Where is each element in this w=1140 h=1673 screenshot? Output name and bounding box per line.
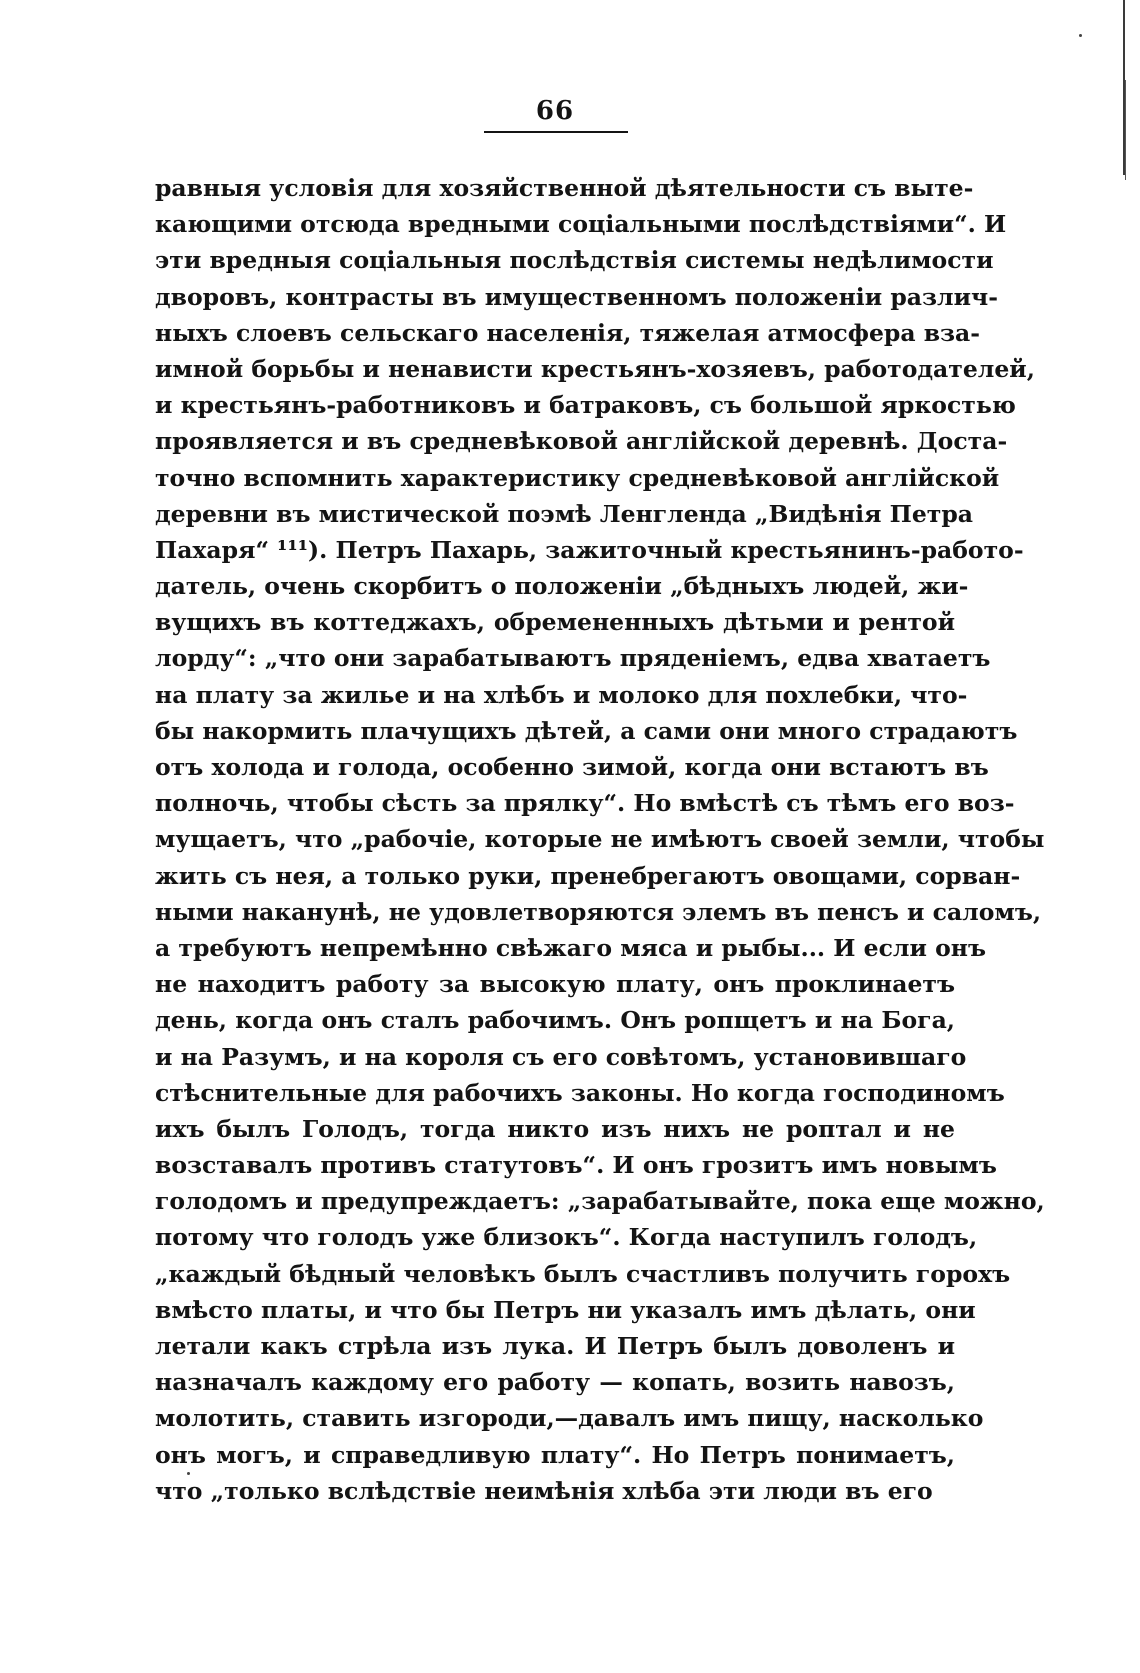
text-line: равныя условія для хозяйственной дѣятельности съ выте-	[155, 174, 974, 202]
page-edge-rule-secondary	[1125, 80, 1126, 180]
text-line: полночь, чтобы сѣсть за прялку“. Но вмѣстѣ съ тѣмъ его воз-	[155, 789, 1015, 818]
text-line: проявляется и въ средневѣковой англійской деревнѣ. Доста-	[155, 427, 1008, 456]
text-line: назначалъ каждому его работу — копать, возить навозъ,	[155, 1368, 955, 1397]
text-line: стѣснительные для рабочихъ законы. Но когда господиномъ	[155, 1078, 1005, 1107]
text-line: ихъ былъ Голодъ, тогда никто изъ нихъ не роптал и не	[155, 1114, 955, 1143]
text-line: летали какъ стрѣла изъ лука. И Петръ былъ доволенъ и	[155, 1332, 955, 1360]
text-line: голодомъ и предупреждаетъ: „зарабатывайте, пока еще можно,	[155, 1187, 1045, 1216]
text-line: мущаетъ, что „рабочіе, которые не имѣютъ своей земли, чтобы	[155, 825, 1045, 854]
text-line: возставалъ противъ статутовъ“. И онъ грозитъ имъ новымъ	[155, 1151, 997, 1180]
text-line: точно вспомнить характеристику средневѣковой англійской	[155, 463, 1000, 492]
text-line: день, когда онъ сталъ рабочимъ. Онъ ропщетъ и на Бога,	[155, 1006, 955, 1035]
text-line: кающими отсюда вредными соціальными послѣдствіями“. И	[155, 210, 1007, 239]
text-line: не находитъ работу за высокую плату, онъ проклинаетъ	[155, 970, 955, 999]
page-number-rule	[484, 131, 628, 133]
text-line: жить съ нея, а только руки, пренебрегаютъ овощами, сорван-	[155, 861, 1021, 890]
text-line: а требуютъ непремѣнно свѣжаго мяса и рыбы... И если онъ	[155, 933, 987, 962]
text-line: деревни въ мистической поэмѣ Ленгленда „Видѣнія Петра	[155, 499, 973, 528]
ink-speck	[1079, 34, 1082, 37]
text-line: дворовъ, контрасты въ имущественномъ положеніи различ-	[155, 282, 998, 311]
text-line: что „только вслѣдствіе неимѣнія хлѣба эти люди въ его	[155, 1476, 933, 1505]
page-number: 66	[535, 96, 575, 126]
text-line: имной борьбы и ненависти крестьянъ-хозяевъ, работодателей,	[155, 354, 1035, 383]
text-line: эти вредныя соціальныя послѣдствія системы недѣлимости	[155, 246, 994, 275]
text-line: ныхъ слоевъ сельскаго населенія, тяжелая атмосфера вза-	[155, 318, 981, 347]
text-line: лорду“: „что они зарабатываютъ пряденіемъ, едва хватаетъ	[155, 644, 991, 673]
text-line: и на Разумъ, и на короля съ его совѣтомъ, установившаго	[155, 1042, 967, 1071]
text-line: на плату за жилье и на хлѣбъ и молоко для похлебки, что-	[155, 680, 968, 709]
text-line: онъ могъ, и справедливую плату“. Но Петръ понимаетъ,	[155, 1440, 955, 1469]
text-line: Пахаря“ ¹¹¹). Петръ Пахарь, зажиточный крестьянинъ-работо-	[155, 535, 1024, 564]
text-line: вмѣсто платы, и что бы Петръ ни указалъ имъ дѣлать, они	[155, 1295, 976, 1324]
text-line: „каждый бѣдный человѣкъ былъ счастливъ получить горохъ	[155, 1259, 1011, 1288]
text-line: вущихъ въ коттеджахъ, обремененныхъ дѣтьми и рентой	[155, 608, 955, 637]
body-text	[155, 170, 1045, 1509]
text-line: потому что голодъ уже близокъ“. Когда наступилъ голодъ,	[155, 1223, 978, 1252]
text-line: и крестьянъ-работниковъ и батраковъ, съ большой яркостью	[155, 391, 1016, 420]
text-line: молотить, ставить изгороди,—давалъ имъ пищу, насколько	[155, 1404, 984, 1433]
text-line: отъ холода и голода, особенно зимой, когда они встаютъ въ	[155, 753, 989, 781]
text-line: ными наканунѣ, не удовлетворяются элемъ въ пенсъ и саломъ,	[155, 897, 1042, 926]
text-line: бы накормить плачущихъ дѣтей, а сами они много страдаютъ	[155, 716, 1018, 745]
text-line: датель, очень скорбитъ о положеніи „бѣдныхъ людей, жи-	[155, 572, 969, 601]
